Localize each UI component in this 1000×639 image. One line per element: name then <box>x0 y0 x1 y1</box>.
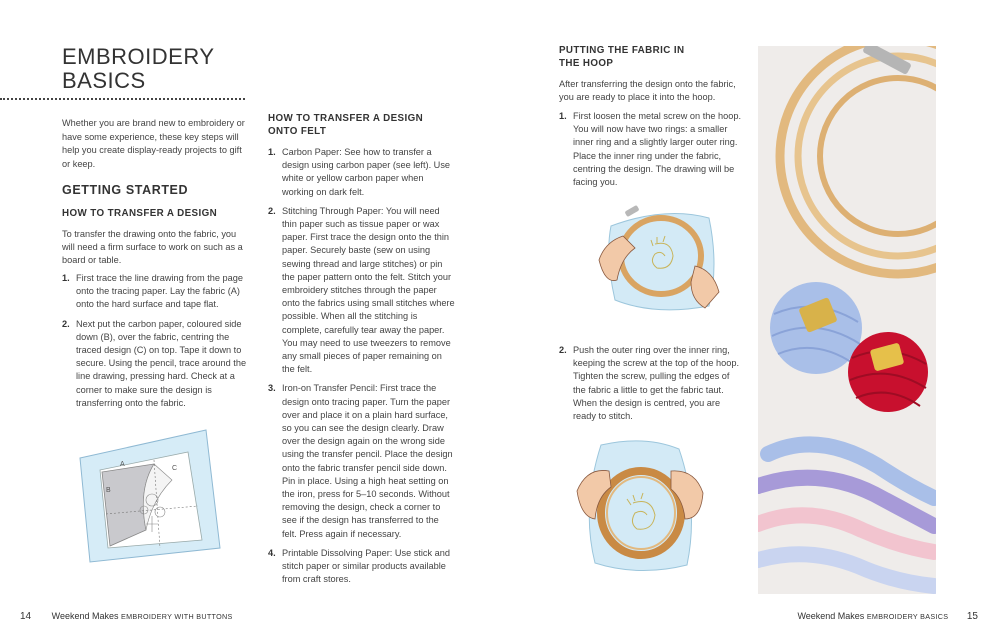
step-number: 1. <box>62 273 70 283</box>
subheading-line1: PUTTING THE FABRIC IN <box>559 45 685 56</box>
list-item <box>559 110 741 189</box>
list-item <box>268 382 456 540</box>
step-text: First loosen the metal screw on the hoop. You will now have two rings: a smaller inner ring and a slightly larger outer ring. Place the inner ring under the fabric, centring the design. The drawing will be facing you. <box>573 111 742 188</box>
step-number: 2. <box>268 205 276 216</box>
hoop-steps-second <box>559 344 741 429</box>
right-page <box>500 0 1000 639</box>
subheading-fabric-hoop <box>559 44 739 70</box>
transfer-design-steps <box>62 272 248 416</box>
red-thread-ball-icon <box>848 332 928 412</box>
label-a: A <box>120 461 125 468</box>
subheading-transfer-design: HOW TO TRANSFER A DESIGN <box>62 208 218 219</box>
step-number: 3. <box>268 383 276 394</box>
label-c: C <box>172 465 178 472</box>
step-number: 1. <box>268 147 276 157</box>
step-number: 2. <box>559 345 567 355</box>
book-title: Weekend Makes <box>797 611 865 621</box>
section-heading-getting-started: GETTING STARTED <box>62 183 189 197</box>
transfer-illustration <box>68 420 228 570</box>
step-text: Next put the carbon paper, coloured side down (B), over the fabric, centring the traced design (C) on top. Tape it down to secure. Using the pencil, trace around the line drawing, pressing hard. Check at a corner to make sure the design is transferring onto the fabric. <box>76 318 247 408</box>
subheading-line2: ONTO FELT <box>268 126 327 137</box>
list-item <box>62 318 248 410</box>
folio-left <box>20 611 233 622</box>
hoop-steps-first <box>559 110 741 195</box>
step-text: Push the outer ring over the inner ring, keeping the screw at the top of the hoop. Tighten the screw, pulling the edges of the fabric a little to get the fabric taut. When the design is centred, you are ready to stitch. <box>573 345 739 422</box>
intro-paragraph: Whether you are brand new to embroidery or have some experience, these key steps will help you create display-ready projects to gift or keep. <box>62 118 245 169</box>
step-text: First trace the line drawing from the page onto the tracing paper. Lay the fabric (A) onto the hard surface and tape flat. <box>76 273 243 310</box>
page-number: 15 <box>966 611 978 622</box>
list-item <box>62 272 248 312</box>
step-number: 1. <box>559 111 567 121</box>
list-item <box>268 146 456 199</box>
page-number: 14 <box>20 611 32 622</box>
page-title <box>62 45 215 93</box>
subheading-line2: THE HOOP <box>559 58 614 69</box>
subheading-transfer-felt <box>268 112 458 138</box>
running-section: EMBROIDERY WITH BUTTONS <box>121 612 233 621</box>
step-number: 2. <box>62 318 70 329</box>
running-section: EMBROIDERY BASICS <box>866 612 949 621</box>
supplies-photo-drawing <box>758 46 936 594</box>
transfer-felt-steps <box>268 146 456 593</box>
page-title-line1: EMBROIDERY <box>62 44 215 69</box>
dotted-divider <box>0 98 245 100</box>
subheading-line1: HOW TO TRANSFER A DESIGN <box>268 113 424 124</box>
transfer-design-intro: To transfer the drawing onto the fabric, you will need a firm surface to work on such as a board or table. <box>62 229 243 266</box>
list-item <box>559 344 741 423</box>
list-item <box>268 205 456 377</box>
list-item <box>268 547 456 587</box>
step-number: 4. <box>268 547 276 558</box>
step-text: Printable Dissolving Paper: Use stick and stitch paper or similar products available from craft stores. <box>282 547 451 585</box>
step-text: Iron-on Transfer Pencil: First trace the design onto tracing paper. Turn the paper over and place it on a plain hard surface, so you can see the design clearly. Draw over the design again on the wrong side using the transfer pencil. Place the design onto the fabric transfer pencil side down. Pin in place. Using a high heat setting on the iron, press for 5–10 seconds. Without removing the design, check a corner to see if the design has transferred to the felt. Press again if necessary. <box>282 383 453 539</box>
hoop-screw-icon <box>624 205 639 217</box>
blue-thread-ball-icon <box>770 282 862 374</box>
hoop-intro: After transferring the design onto the fabric, you are ready to place it into the hoop. <box>559 79 736 103</box>
label-b: B <box>106 487 111 494</box>
embroidery-supplies-photo <box>758 46 936 594</box>
step-text: Stitching Through Paper: You will need thin paper such as tissue paper or wax paper. First trace the design onto the thin paper. Securely baste (sew on using sewing thread and large stitches) or pin the paper pattern onto the felt. Stitch your embroidery stitches through the paper onto the fabrics using small stitches where possible. When all the stitching is complete, carefully tear away the paper. You may need to use tweezers to remove any small pieces of paper remaining on the felt. <box>282 205 455 375</box>
hoop-illustration-one <box>595 196 725 321</box>
step-text: Carbon Paper: See how to transfer a design using carbon paper (see left). Use white or yellow carbon paper when working on dark felt. <box>282 147 451 197</box>
hoop-illustration-two <box>575 437 705 577</box>
page-title-line2: BASICS <box>62 68 146 93</box>
folio-right <box>797 611 978 622</box>
book-title: Weekend Makes <box>51 611 119 621</box>
